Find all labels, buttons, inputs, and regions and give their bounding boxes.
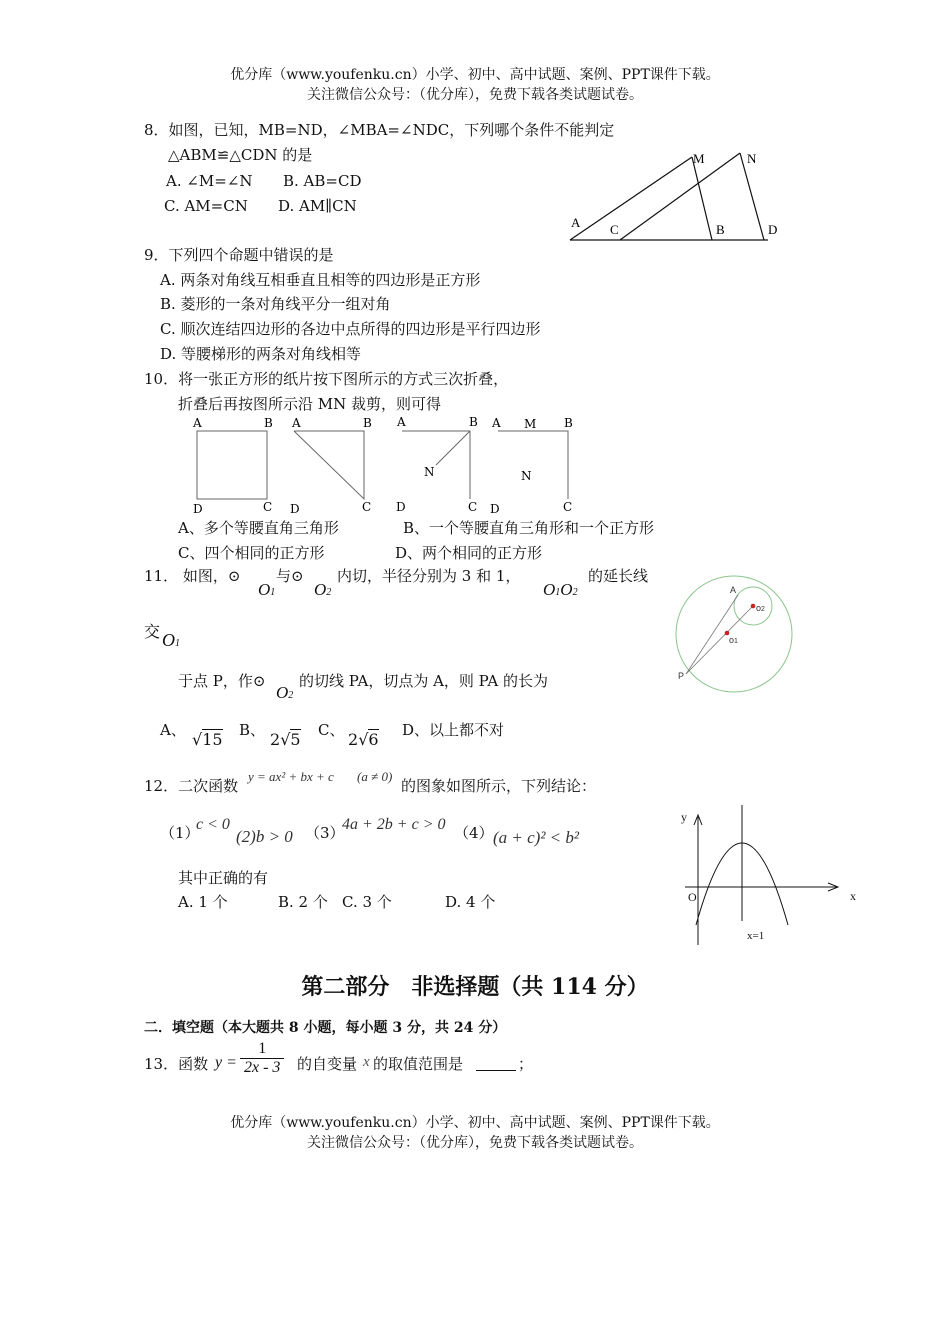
q11-option-a-value: √15 xyxy=(192,730,223,749)
q10-f3-label-b: B xyxy=(469,415,478,429)
q10-f3-label-c: C xyxy=(468,500,478,514)
q10-fig3-fold xyxy=(436,431,470,465)
q11-option-a-label: A、 xyxy=(160,721,186,739)
q11-o2-symbol: O2 xyxy=(314,580,332,599)
q11-stem-part7: 的切线 PA，切点为 A，则 PA 的长为 xyxy=(299,672,549,690)
q8-label-d: D xyxy=(768,222,778,237)
q10-stem-line1: 10．将一张正方形的纸片按下图所示的方式三次折叠， xyxy=(144,370,509,388)
q9-option-b: B. 菱形的一条对角线平分一组对角 xyxy=(160,295,391,313)
q10-f1-label-a: A xyxy=(193,416,202,430)
q10-f3-label-a: A xyxy=(397,415,406,429)
q10-f2-label-a: A xyxy=(292,416,301,430)
q10-f4-label-a: A xyxy=(492,416,501,430)
q13-stem-part1: 13．函数 xyxy=(144,1055,209,1073)
q10-f3-label-n: N xyxy=(424,465,435,479)
footer-line-2: 关注微信公众号：（优分库），免费下载各类试题试卷。 xyxy=(307,1135,643,1151)
q12-option-d: D. 4 个 xyxy=(445,893,496,911)
q12-conclusion-4: (a + c)² < b² xyxy=(493,828,580,847)
q10-f1-label-c: C xyxy=(263,500,273,514)
q10-f4-label-b: B xyxy=(564,416,573,430)
q12-label-x: x xyxy=(850,889,856,903)
q12-conclusion-4-label: （4） xyxy=(454,824,494,842)
q10-option-d: D、两个相同的正方形 xyxy=(395,544,543,562)
q11-stem-part6: 于点 P，作⊙ xyxy=(178,672,266,690)
q12-conclusion-1: c < 0 xyxy=(196,816,230,833)
q8-label-a: A xyxy=(571,215,581,230)
q8-triangle-figure xyxy=(560,145,790,245)
q11-circles-figure xyxy=(668,576,803,694)
q8-label-c: C xyxy=(610,222,619,237)
section-fill-blank: 二．填空题（本大题共 8 小题，每小题 3 分，共 24 分） xyxy=(144,1020,507,1036)
q8-label-m: M xyxy=(693,151,705,166)
q13-stem-part4: ； xyxy=(518,1055,534,1073)
q10-f4-label-c: C xyxy=(563,500,573,514)
q12-question: 其中正确的有 xyxy=(178,869,269,887)
q10-folding-figures xyxy=(190,414,590,519)
q11-option-c-label: C、 xyxy=(318,721,345,739)
q11-option-b-label: B、 xyxy=(239,721,266,739)
q12-function: y = ax² + bx + c xyxy=(248,769,334,784)
q9-option-a: A. 两条对角线互相垂直且相等的四边形是正方形 xyxy=(160,271,481,289)
q12-parabola-figure xyxy=(670,805,870,950)
part2-title: 第二部分 非选择题（共 114 分） xyxy=(301,974,649,1000)
q11-label-o2: o2 xyxy=(756,603,765,613)
q12-label-axis: x=1 xyxy=(747,930,765,942)
q12-conclusion-3-label: （3） xyxy=(305,824,345,842)
q10-f2-label-d: D xyxy=(290,502,300,516)
q8-line-am xyxy=(570,157,692,240)
q11-line-po2 xyxy=(686,606,753,674)
header-line-1: 优分库（www.youfenku.cn）小学、初中、高中试题、案例、PPT课件下载。 xyxy=(230,67,720,83)
q11-label-p: P xyxy=(678,671,685,681)
q8-label-n: N xyxy=(747,151,757,166)
q12-label-o: O xyxy=(688,890,697,904)
q8-label-b: B xyxy=(716,222,725,237)
q8-stem-line1: 8．如图，已知，MB=ND，∠MBA=∠NDC，下列哪个条件不能判定 xyxy=(144,121,615,139)
q8-stem-line2: △ABM≌△CDN 的是 xyxy=(168,146,313,164)
q13-answer-blank[interactable] xyxy=(476,1056,516,1075)
q13-denominator: 2x - 3 xyxy=(244,1059,281,1076)
q10-f4-label-m: M xyxy=(524,417,537,431)
q8-line-nd xyxy=(740,153,764,240)
q10-f4-label-n: N xyxy=(521,469,532,483)
q12-option-c: C. 3 个 xyxy=(342,893,392,911)
q10-f2-label-c: C xyxy=(362,500,372,514)
q11-o2-tangent-symbol: O2 xyxy=(276,683,294,702)
q10-fig2-triangle xyxy=(294,431,364,499)
q11-stem-part3: 内切，半径分别为 3 和 1， xyxy=(337,567,521,585)
q10-fig4-edges xyxy=(498,431,568,499)
q10-option-b: B、一个等腰直角三角形和一个正方形 xyxy=(403,519,655,537)
q12-label-y: y xyxy=(681,810,687,824)
q8-option-c: C. AM=CN xyxy=(164,197,248,215)
q8-option-d: D. AM∥CN xyxy=(278,197,357,215)
q11-option-b-value: 2√5 xyxy=(270,730,301,749)
q10-f1-label-b: B xyxy=(264,416,273,430)
q10-stem-line2: 折叠后再按图所示沿 MN 裁剪，则可得 xyxy=(178,395,442,413)
q10-f3-label-d: D xyxy=(396,500,406,514)
q10-option-a: A、多个等腰直角三角形 xyxy=(178,519,339,537)
header-line-2: 关注微信公众号：（优分库），免费下载各类试题试卷。 xyxy=(307,87,643,103)
q8-option-a: A. ∠M=∠N xyxy=(166,172,253,190)
q8-option-b: B. AB=CD xyxy=(283,172,362,190)
q10-option-c: C、四个相同的正方形 xyxy=(178,544,325,562)
q12-option-a: A. 1 个 xyxy=(178,893,228,911)
q8-line-mb xyxy=(692,157,712,240)
q12-conclusion-2: (2)b > 0 xyxy=(236,827,293,846)
footer-line-1: 优分库（www.youfenku.cn）小学、初中、高中试题、案例、PPT课件下载。 xyxy=(230,1115,720,1131)
q11-o1-circle-symbol: O1 xyxy=(162,630,180,650)
q11-option-c-value: 2√6 xyxy=(348,730,379,749)
q13-stem-part2: 的自变量 xyxy=(297,1055,358,1073)
q11-label-a: A xyxy=(730,585,737,595)
q12-condition: (a ≠ 0) xyxy=(357,769,393,784)
q10-f4-label-d: D xyxy=(490,502,500,516)
q12-conclusion-1-label: （1） xyxy=(160,824,200,842)
q12-option-b: B. 2 个 xyxy=(278,893,328,911)
q13-stem-part3: 的取值范围是 xyxy=(373,1055,464,1073)
q11-stem-part1: 11． 如图，⊙ xyxy=(144,567,241,585)
q11-stem-part2: 与⊙ xyxy=(276,567,304,585)
q10-fig1-square xyxy=(197,431,267,499)
q13-y-equals: y = xyxy=(215,1054,237,1071)
q11-point-o2 xyxy=(751,604,756,609)
q11-option-d: D、以上都不对 xyxy=(402,721,505,739)
q12-conclusion-3: 4a + 2b + c > 0 xyxy=(342,816,446,833)
q9-stem: 9．下列四个命题中错误的是 xyxy=(144,246,334,264)
q9-option-d: D. 等腰梯形的两条对角线相等 xyxy=(160,345,362,363)
q10-f2-label-b: B xyxy=(363,416,372,430)
q10-f1-label-d: D xyxy=(193,502,203,516)
q11-stem-part4: 的延长线 xyxy=(588,567,649,585)
q11-label-o1: o1 xyxy=(729,635,738,645)
q11-o1-symbol: O1 xyxy=(258,580,276,599)
q13-fraction xyxy=(240,1040,284,1077)
q13-x-variable: x xyxy=(363,1054,370,1070)
q9-option-c: C. 顺次连结四边形的各边中点所得的四边形是平行四边形 xyxy=(160,320,541,338)
q13-numerator: 1 xyxy=(240,1040,284,1059)
q12-stem-part1: 12．二次函数 xyxy=(144,777,239,795)
q11-o1o2-symbol: O1O2 xyxy=(543,580,578,599)
q11-stem-part5: 交 xyxy=(144,622,161,641)
q12-stem-part2: 的图象如图所示，下列结论： xyxy=(401,777,597,795)
